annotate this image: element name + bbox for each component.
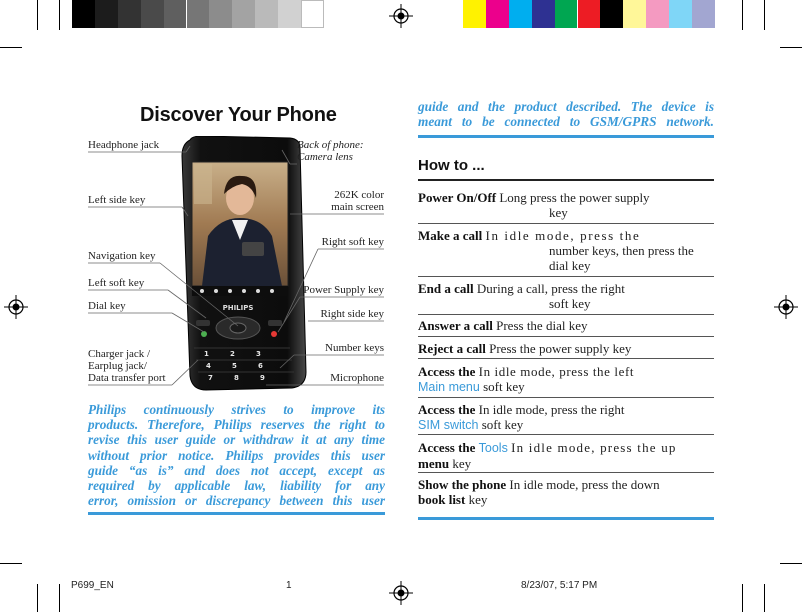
- row-text: number keys, then press the: [549, 243, 694, 258]
- howto-rule: [418, 179, 714, 181]
- svg-text:4: 4: [206, 362, 211, 370]
- row-text: In idle mode, press the down: [509, 477, 660, 492]
- disclaimer-intro: [88, 402, 385, 508]
- row-title: Reject a call: [418, 341, 486, 356]
- svg-text:9: 9: [260, 374, 265, 382]
- row-text: key: [549, 205, 568, 220]
- svg-text:3: 3: [256, 350, 261, 358]
- howto-row-reject-call: [418, 341, 714, 356]
- svg-text:2: 2: [230, 350, 235, 358]
- row-text: Press the power supply key: [489, 341, 632, 356]
- label-right-side-key: Right side key: [320, 308, 384, 320]
- tools-term: Tools: [478, 441, 508, 455]
- row-divider: [418, 472, 714, 473]
- label-charger-jack: Charger jack /: [88, 348, 151, 360]
- row-text: key: [468, 492, 488, 507]
- footer-doc-id: P699_EN: [71, 580, 114, 591]
- intro-line: Philips continuously strives to improve its: [88, 402, 385, 417]
- label-color-screen-2: main screen: [331, 201, 384, 213]
- label-back-of-phone: Back of phone:: [297, 139, 364, 151]
- label-number-keys: Number keys: [325, 342, 384, 354]
- row-divider: [418, 314, 714, 315]
- row-text: Long press the power supply: [499, 190, 650, 205]
- svg-text:5: 5: [232, 362, 237, 370]
- howto-row-phonebook: [418, 477, 714, 507]
- row-text: key: [452, 456, 472, 471]
- intro-line: guide “as is” and does not accept, except as: [88, 462, 385, 478]
- right-bottom-rule: [418, 517, 714, 520]
- continued-line: meant to be connected to GSM/GPRS network.: [418, 114, 714, 129]
- svg-text:8: 8: [234, 374, 239, 382]
- footer-timestamp: 8/23/07, 5:17 PM: [521, 580, 598, 591]
- svg-text:6: 6: [258, 362, 263, 370]
- label-left-side-key: Left side key: [88, 194, 146, 206]
- label-navigation-key: Navigation key: [88, 250, 156, 262]
- right-top-rule: [418, 135, 714, 138]
- intro-line: products. Therefore, Philips reserves the right to: [88, 417, 385, 433]
- howto-row-main-menu: [418, 364, 714, 395]
- row-text: soft key: [549, 296, 591, 311]
- row-text: In idle mode, press the up: [511, 440, 677, 455]
- page-title: Discover Your Phone: [140, 104, 337, 126]
- howto-row-answer-call: [418, 318, 714, 333]
- label-power-supply-key: Power Supply key: [303, 284, 384, 296]
- row-divider: [418, 223, 714, 224]
- label-headphone-jack: Headphone jack: [88, 139, 160, 151]
- row-text: soft key: [483, 379, 525, 394]
- row-divider: [418, 397, 714, 398]
- label-camera-lens: Camera lens: [297, 151, 353, 163]
- label-left-soft-key: Left soft key: [88, 277, 145, 289]
- row-title: Access the: [418, 440, 476, 455]
- intro-line: without prior notice. Philips provides this user: [88, 447, 385, 463]
- row-title: Show the phone: [418, 477, 507, 492]
- row-bold-term: menu: [418, 456, 450, 471]
- label-data-transfer-port: Data transfer port: [88, 372, 166, 384]
- intro-line: error, omission or discrepancy between this user: [88, 493, 385, 509]
- howto-row-sim-switch: [418, 402, 714, 433]
- label-microphone: Microphone: [330, 372, 384, 384]
- row-bold-term: book list: [418, 492, 466, 507]
- disclaimer-continued: [418, 99, 714, 129]
- label-right-soft-key: Right soft key: [321, 236, 384, 248]
- row-text: During a call, press the right: [476, 281, 625, 296]
- label-dial-key: Dial key: [88, 300, 126, 312]
- howto-row-power: [418, 190, 714, 220]
- row-divider: [418, 276, 714, 277]
- row-title: Power On/Off: [418, 190, 497, 205]
- row-title: Access the: [418, 402, 476, 417]
- sim-switch-term: SIM switch: [418, 418, 479, 432]
- svg-text:1: 1: [204, 350, 209, 358]
- svg-text:7: 7: [208, 374, 213, 382]
- row-text: dial key: [549, 258, 591, 273]
- continued-line: guide and the product described. The device is: [418, 99, 714, 114]
- row-divider: [418, 434, 714, 435]
- row-title: Make a call: [418, 228, 483, 243]
- main-menu-term: Main menu: [418, 380, 480, 394]
- intro-line: required by applicable law, liability for any: [88, 478, 385, 494]
- phone-brand-text: PHILIPS: [222, 304, 254, 312]
- row-divider: [418, 358, 714, 359]
- howto-row-tools: [418, 440, 714, 471]
- footer-page-number: 1: [286, 580, 292, 591]
- row-title: Access the: [418, 364, 476, 379]
- intro-line: revise this user guide or withdraw it at any time: [88, 432, 385, 448]
- row-text: Press the dial key: [496, 318, 588, 333]
- row-divider: [418, 336, 714, 337]
- row-title: End a call: [418, 281, 474, 296]
- left-bottom-rule: [88, 512, 385, 515]
- row-text: In idle mode, press the left: [478, 364, 635, 379]
- label-color-screen-1: 262K color: [334, 189, 384, 201]
- howto-row-end-call: [418, 281, 714, 311]
- row-text: In idle mode, press the right: [478, 402, 625, 417]
- howto-row-make-call: [418, 228, 714, 273]
- row-text: soft key: [481, 417, 524, 432]
- label-earplug-jack: Earplug jack/: [88, 360, 147, 372]
- row-text: In idle mode, press the: [485, 228, 641, 243]
- row-title: Answer a call: [418, 318, 493, 333]
- howto-heading: How to ...: [418, 157, 485, 174]
